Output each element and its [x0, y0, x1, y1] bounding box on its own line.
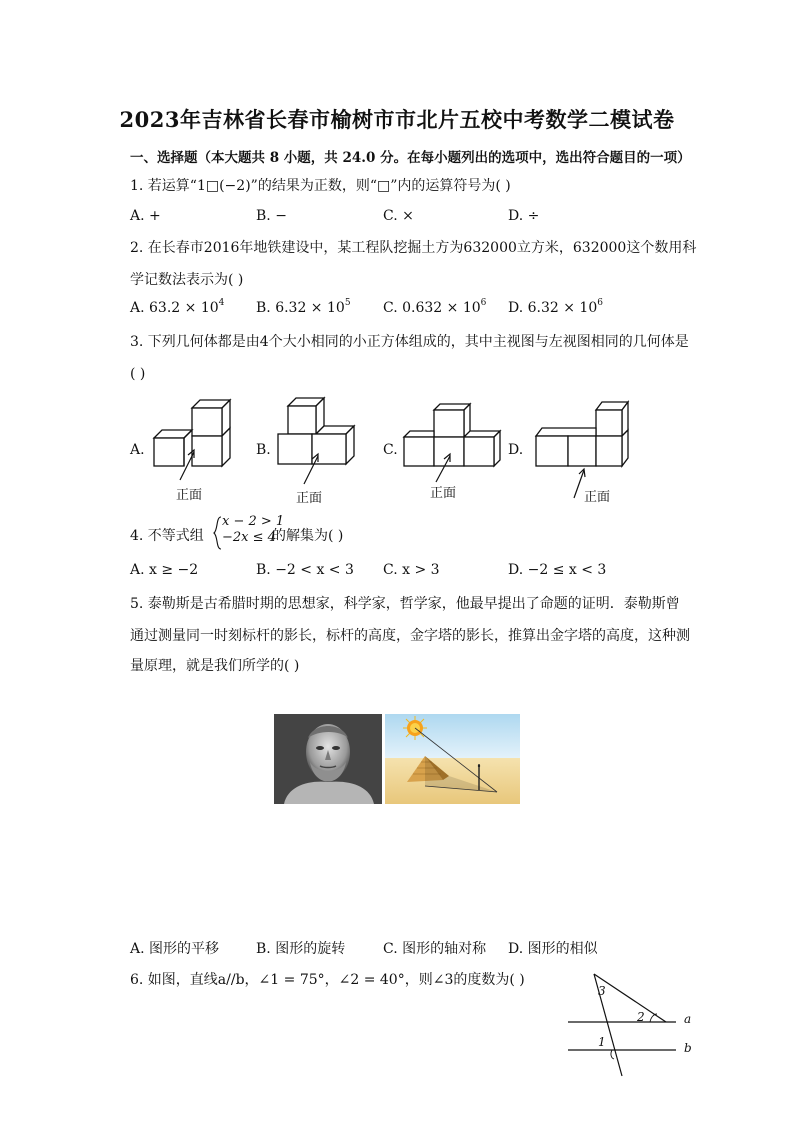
- q1-option-d: D. ÷: [508, 208, 540, 224]
- question-5-text-line1: 5. 泰勒斯是古希腊时期的思想家，科学家，哲学家，他最早提出了命题的证明．泰勒斯曾: [130, 596, 680, 612]
- question-3-text-line2: ( ): [130, 366, 146, 382]
- q2-option-b-exponent: 5: [344, 298, 351, 308]
- q2-option-a-exponent: 4: [218, 298, 225, 308]
- question-3-text-line1: 3. 下列几何体都是由4个大小相同的小正方体组成的，其中主视图与左视图相同的几何体是: [130, 334, 689, 350]
- q2-option-b: [256, 300, 351, 316]
- q3-arrow-c: [432, 450, 456, 484]
- q2-option-c-base: C. 0.632 × 10: [383, 300, 481, 316]
- question-6-text: 6. 如图，直线a//b，∠1 = 75°，∠2 = 40°，则∠3的度数为( ): [130, 972, 525, 988]
- q1-option-a: A. +: [130, 208, 161, 224]
- pyramid-sun-image: [385, 714, 520, 804]
- q5-option-b: B. 图形的旋转: [256, 941, 346, 957]
- q4-system-line2: −2x ≤ 4: [222, 530, 276, 545]
- q3-label-a: A.: [130, 442, 145, 458]
- q4-option-b: B. −2 < x < 3: [256, 562, 354, 578]
- q4-option-a: A. x ≥ −2: [130, 562, 199, 578]
- q2-option-a-base: A. 63.2 × 10: [130, 300, 219, 316]
- q6-line-b-label: b: [684, 1041, 692, 1055]
- q6-parallel-lines-figure: [562, 968, 702, 1078]
- page-title: 2023年吉林省长春市榆树市市北片五校中考数学二模试卷: [119, 107, 675, 132]
- q2-option-d-exponent: 6: [597, 298, 603, 308]
- q3-label-b: B.: [256, 442, 271, 458]
- q3-figure-d: [532, 396, 636, 468]
- section-heading: 一、选择题（本大题共 8 小题，共 24.0 分。在每小题列出的选项中，选出符合题目的一项）: [130, 150, 691, 166]
- q3-front-label-a: 正面: [176, 487, 203, 502]
- q3-arrow-a: [176, 446, 200, 482]
- q1-option-b: B. −: [256, 208, 287, 224]
- q3-front-label-b: 正面: [296, 490, 323, 505]
- question-2-text-line1: 2. 在长春市2016年地铁建设中，某工程队挖掘土方为632000立方米，632000这个数用科: [130, 240, 697, 256]
- q3-front-label-d: 正面: [584, 489, 611, 504]
- question-2-text-line2: 学记数法表示为( ): [130, 272, 244, 288]
- question-1-text: 1. 若运算“1□(−2)”的结果为正数，则“□”内的运算符号为( ): [130, 178, 511, 194]
- thales-bust-image: [274, 714, 382, 804]
- q3-arrow-b: [300, 450, 324, 486]
- q2-option-c-exponent: 6: [480, 298, 487, 308]
- q2-option-a: [130, 300, 224, 316]
- q6-angle3-label: 3: [598, 984, 606, 998]
- q2-option-b-base: B. 6.32 × 10: [256, 300, 345, 316]
- q6-line-a-label: a: [684, 1012, 692, 1026]
- q2-option-c: [383, 300, 486, 316]
- q6-angle1-label: 1: [598, 1035, 606, 1049]
- q3-label-d: D.: [508, 442, 524, 458]
- q5-option-a: A. 图形的平移: [130, 941, 220, 957]
- q3-front-label-c: 正面: [430, 485, 457, 500]
- question-5-text-line3: 量原理，就是我们所学的( ): [130, 658, 300, 674]
- q6-angle2-label: 2: [637, 1010, 645, 1024]
- q4-system-line1: x − 2 > 1: [222, 514, 285, 529]
- q4-option-d: D. −2 ≤ x < 3: [508, 562, 607, 578]
- question-4-prefix: 4. 不等式组: [130, 528, 204, 544]
- q5-option-c: C. 图形的轴对称: [383, 941, 487, 957]
- q2-option-d: [508, 300, 603, 316]
- q3-label-c: C.: [383, 442, 398, 458]
- q5-option-d: D. 图形的相似: [508, 941, 598, 957]
- question-4-suffix: 的解集为( ): [272, 528, 344, 544]
- q2-option-d-base: D. 6.32 × 10: [508, 300, 598, 316]
- q1-option-c: C. ×: [383, 208, 414, 224]
- q4-option-c: C. x > 3: [383, 562, 440, 578]
- question-5-text-line2: 通过测量同一时刻标杆的影长，标杆的高度，金字塔的影长，推算出金字塔的高度，这种测: [130, 628, 690, 644]
